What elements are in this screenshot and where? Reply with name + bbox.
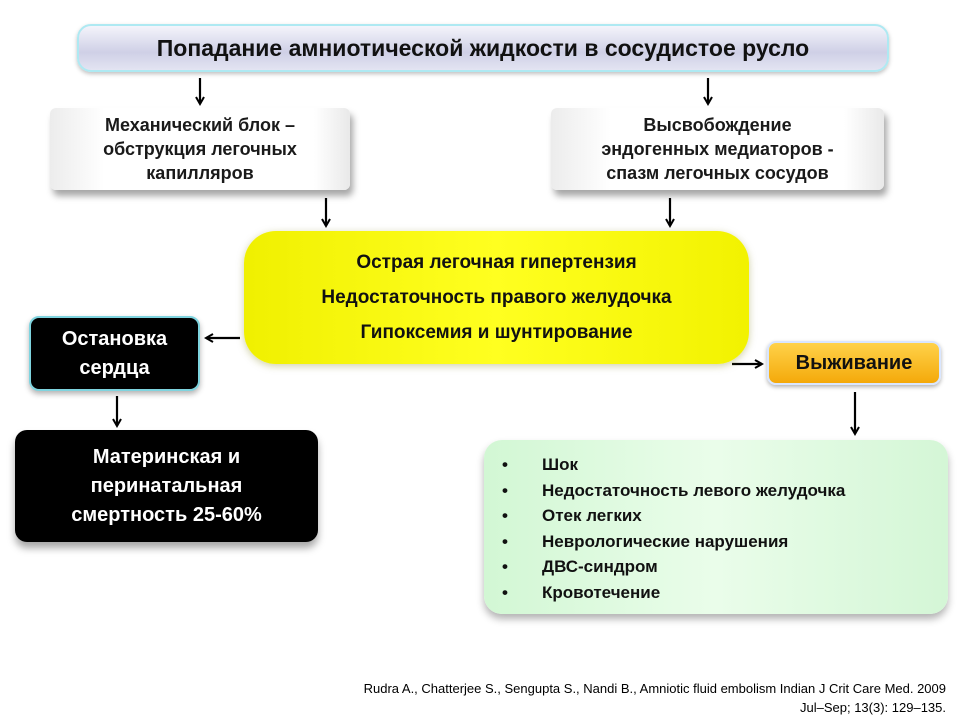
list-item: • Отек легких [484, 503, 948, 529]
mediators-release-box [551, 108, 884, 190]
central-pathophysiology-box [244, 231, 749, 364]
cardiac-arrest-line: сердца [79, 356, 150, 379]
bullet-icon: • [502, 582, 508, 602]
mortality-line: Материнская и [92, 445, 241, 468]
bullet-icon: • [502, 531, 508, 551]
survival-outcomes-box [484, 440, 948, 614]
mortality-line: смертность 25-60% [71, 503, 262, 526]
central-line-hypoxemia: Гипоксемия и шунтирование [360, 322, 633, 343]
bullet-icon: • [502, 506, 508, 526]
list-item: • Неврологические нарушения [484, 529, 948, 555]
list-item: • ДВС-синдром [484, 554, 948, 580]
mechanical-block-line: капилляров [146, 163, 254, 183]
list-item: • Шок [484, 452, 948, 478]
cardiac-arrest-line: Остановка [61, 327, 168, 350]
cardiac-arrest-box [29, 316, 200, 391]
citation-line: Rudra A., Chatterjee S., Sengupta S., Nandi B., Amniotic fluid embolism Indian J Crit Care Med. 2009 [363, 681, 946, 696]
mechanical-block-line: Механический блок – [105, 115, 295, 135]
list-item: • Недостаточность левого желудочка [484, 478, 948, 504]
list-item: • Кровотечение [484, 580, 948, 606]
mediators-release-line: Высвобождение [643, 115, 792, 135]
bullet-icon: • [502, 455, 508, 474]
mediators-release-line: спазм легочных сосудов [606, 163, 829, 183]
mortality-line: перинатальная [90, 474, 243, 497]
survival-label: Выживание [795, 351, 913, 374]
title-text: Попадание амниотической жидкости в сосудистое русло [156, 34, 810, 61]
bullet-icon: • [502, 480, 508, 500]
mechanical-block-box [50, 108, 350, 190]
bullet-icon: • [502, 557, 508, 577]
outcomes-list [484, 440, 948, 606]
citation-line: Jul–Sep; 13(3): 129–135. [800, 700, 946, 715]
mediators-release-line: эндогенных медиаторов - [601, 139, 834, 159]
citation [186, 679, 946, 717]
title-box [77, 24, 889, 72]
survival-box [767, 341, 941, 385]
mortality-box [15, 430, 318, 542]
central-line-rv-failure: Недостаточность правого желудочка [321, 287, 672, 308]
central-line-hypertension: Острая легочная гипертензия [356, 252, 637, 273]
mechanical-block-line: обструкция легочных [103, 139, 297, 159]
